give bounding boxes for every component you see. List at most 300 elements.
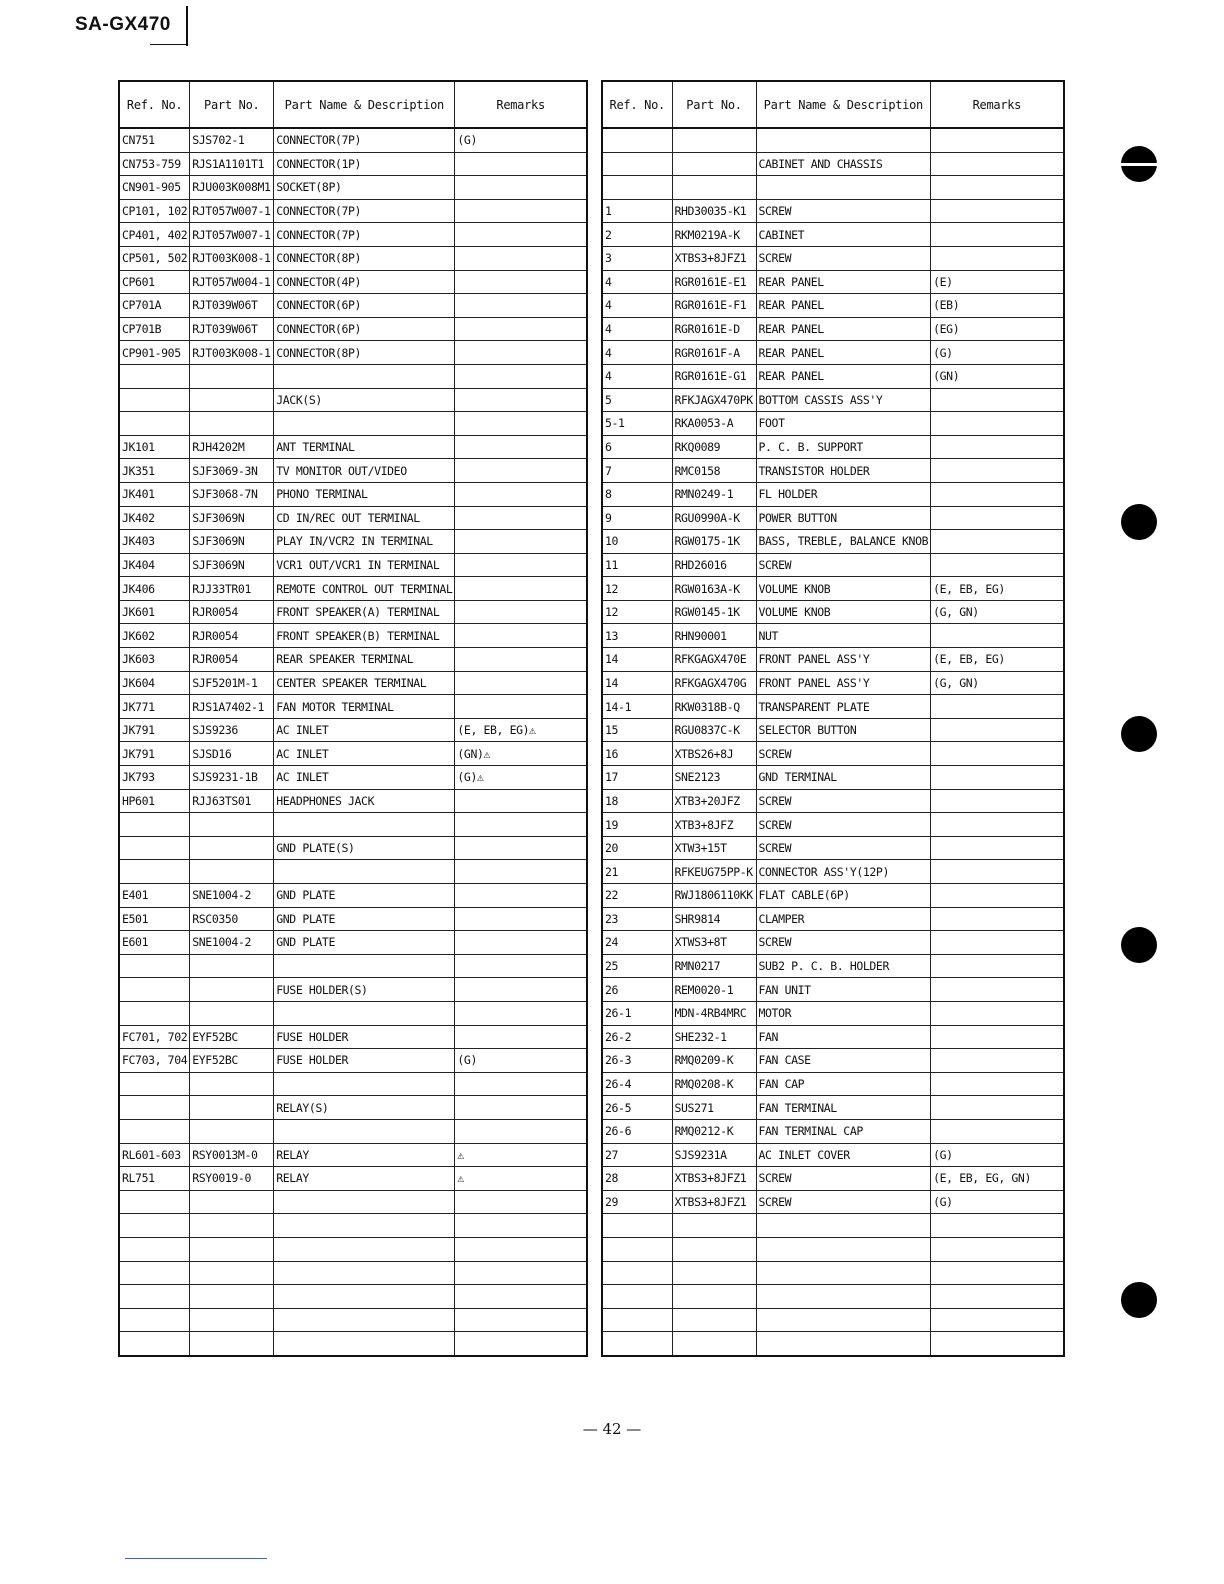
header-part-name: Part Name & Description	[274, 81, 455, 128]
remarks-cell	[931, 978, 1064, 1002]
table-row	[602, 577, 1064, 601]
part-no-cell: RJS1A1101T1	[190, 152, 274, 176]
table-row	[602, 294, 1064, 318]
remarks-cell	[931, 766, 1064, 790]
remarks-cell	[931, 1001, 1064, 1025]
part-name-cell: GND PLATE(S)	[274, 836, 455, 860]
remarks-cell	[931, 931, 1064, 955]
remarks-cell	[455, 1001, 587, 1025]
table-row	[602, 907, 1064, 931]
table-row	[602, 718, 1064, 742]
remarks-cell: (E, EB, EG, GN)	[931, 1167, 1064, 1191]
part-no-cell: RFKGAGX470G	[672, 671, 756, 695]
table-row	[119, 860, 587, 884]
table-row	[602, 317, 1064, 341]
part-no-cell: SJF3068-7N	[190, 482, 274, 506]
remarks-cell	[931, 1261, 1064, 1285]
ref-no-cell	[119, 1119, 190, 1143]
ref-no-cell: 4	[602, 294, 672, 318]
part-name-cell: FUSE HOLDER	[274, 1025, 455, 1049]
part-name-cell: SOCKET(8P)	[274, 176, 455, 200]
part-name-cell: CONNECTOR ASS'Y(12P)	[756, 860, 931, 884]
part-no-cell: RKA0053-A	[672, 412, 756, 436]
part-name-cell	[274, 1237, 455, 1261]
ref-no-cell: 1	[602, 199, 672, 223]
part-no-cell	[672, 1285, 756, 1309]
remarks-cell	[931, 506, 1064, 530]
remarks-cell	[455, 954, 587, 978]
part-name-cell: SUB2 P. C. B. HOLDER	[756, 954, 931, 978]
part-name-cell: GND PLATE	[274, 907, 455, 931]
header-part-name: Part Name & Description	[756, 81, 931, 128]
table-header-row	[119, 81, 587, 128]
part-no-cell: RGR0161E-F1	[672, 294, 756, 318]
remarks-cell	[455, 1308, 587, 1332]
remarks-cell	[455, 341, 587, 365]
ref-no-cell: JK402	[119, 506, 190, 530]
table-row	[119, 1167, 587, 1191]
table-row	[119, 176, 587, 200]
ref-no-cell: 26	[602, 978, 672, 1002]
part-name-cell	[274, 1001, 455, 1025]
remarks-cell	[455, 223, 587, 247]
ref-no-cell: 28	[602, 1167, 672, 1191]
ref-no-cell: 14	[602, 671, 672, 695]
header-divider	[186, 6, 188, 46]
table-row	[119, 530, 587, 554]
remarks-cell	[455, 199, 587, 223]
ref-no-cell: 26-6	[602, 1119, 672, 1143]
part-no-cell: SJS9231A	[672, 1143, 756, 1167]
part-no-cell	[190, 1237, 274, 1261]
ref-no-cell: 26-1	[602, 1001, 672, 1025]
table-row	[119, 199, 587, 223]
remarks-cell	[455, 176, 587, 200]
part-name-cell	[274, 860, 455, 884]
ref-no-cell: 7	[602, 459, 672, 483]
table-row	[119, 884, 587, 908]
remarks-cell: (G, GN)	[931, 600, 1064, 624]
remarks-cell	[455, 931, 587, 955]
part-name-cell: JACK(S)	[274, 388, 455, 412]
ref-no-cell: CP101, 102	[119, 199, 190, 223]
part-no-cell: RKQ0089	[672, 435, 756, 459]
ref-no-cell	[602, 1237, 672, 1261]
part-no-cell	[672, 1332, 756, 1356]
ref-no-cell: E601	[119, 931, 190, 955]
remarks-cell	[931, 412, 1064, 436]
ref-no-cell: 18	[602, 789, 672, 813]
part-name-cell: RELAY(S)	[274, 1096, 455, 1120]
ref-no-cell: 27	[602, 1143, 672, 1167]
table-row	[602, 671, 1064, 695]
table-row	[602, 1308, 1064, 1332]
part-name-cell: REAR PANEL	[756, 341, 931, 365]
remarks-cell	[931, 789, 1064, 813]
part-name-cell: FAN TERMINAL CAP	[756, 1119, 931, 1143]
ref-no-cell: E401	[119, 884, 190, 908]
ref-no-cell	[602, 152, 672, 176]
table-row	[602, 1143, 1064, 1167]
table-row	[119, 789, 587, 813]
ref-no-cell	[119, 412, 190, 436]
part-name-cell: SELECTOR BUTTON	[756, 718, 931, 742]
remarks-cell: (G)	[931, 341, 1064, 365]
part-no-cell: SJF3069N	[190, 553, 274, 577]
part-no-cell: RWJ1806110KK	[672, 884, 756, 908]
table-row	[602, 1049, 1064, 1073]
remarks-cell	[931, 152, 1064, 176]
ref-no-cell: 11	[602, 553, 672, 577]
part-name-cell	[274, 1190, 455, 1214]
ref-no-cell: 4	[602, 317, 672, 341]
part-no-cell: RFKJAGX470PK	[672, 388, 756, 412]
remarks-cell: ⚠	[455, 1167, 587, 1191]
remarks-cell: (E, EB, EG)	[931, 648, 1064, 672]
part-name-cell: SCREW	[756, 931, 931, 955]
part-no-cell: RJR0054	[190, 624, 274, 648]
part-name-cell: FRONT SPEAKER(B) TERMINAL	[274, 624, 455, 648]
part-no-cell: RGR0161E-E1	[672, 270, 756, 294]
part-no-cell: RHD30035-K1	[672, 199, 756, 223]
remarks-cell	[931, 1285, 1064, 1309]
table-row	[602, 884, 1064, 908]
part-name-cell: TV MONITOR OUT/VIDEO	[274, 459, 455, 483]
remarks-cell	[931, 624, 1064, 648]
part-no-cell	[672, 176, 756, 200]
ref-no-cell	[119, 1072, 190, 1096]
part-name-cell: CABINET	[756, 223, 931, 247]
table-row	[119, 1025, 587, 1049]
remarks-cell	[455, 600, 587, 624]
part-no-cell: RGU0837C-K	[672, 718, 756, 742]
part-no-cell: RMQ0208-K	[672, 1072, 756, 1096]
part-name-cell	[756, 1332, 931, 1356]
part-no-cell	[672, 128, 756, 152]
part-no-cell: RKW0318B-Q	[672, 695, 756, 719]
remarks-cell	[455, 978, 587, 1002]
parts-table-right	[601, 80, 1065, 1357]
part-no-cell: RMQ0209-K	[672, 1049, 756, 1073]
part-name-cell: FAN CASE	[756, 1049, 931, 1073]
table-row	[119, 364, 587, 388]
part-no-cell: XTBS3+8JFZ1	[672, 1167, 756, 1191]
remarks-cell	[931, 954, 1064, 978]
remarks-cell	[455, 884, 587, 908]
remarks-cell	[455, 1025, 587, 1049]
table-row	[602, 176, 1064, 200]
ref-no-cell	[119, 836, 190, 860]
table-row	[602, 364, 1064, 388]
part-no-cell	[190, 1119, 274, 1143]
ref-no-cell	[119, 364, 190, 388]
remarks-cell	[455, 459, 587, 483]
remarks-cell	[455, 836, 587, 860]
binder-hole-mark	[1121, 1282, 1157, 1318]
table-row	[119, 388, 587, 412]
part-no-cell: MDN-4RB4MRC	[672, 1001, 756, 1025]
remarks-cell	[931, 388, 1064, 412]
ref-no-cell	[119, 1285, 190, 1309]
binder-hole-mark	[1121, 716, 1157, 752]
table-row	[602, 1167, 1064, 1191]
part-name-cell: RELAY	[274, 1167, 455, 1191]
ref-no-cell: 4	[602, 364, 672, 388]
part-name-cell	[756, 1237, 931, 1261]
part-no-cell: EYF52BC	[190, 1049, 274, 1073]
remarks-cell	[455, 364, 587, 388]
ref-no-cell: 4	[602, 270, 672, 294]
part-name-cell	[274, 412, 455, 436]
part-no-cell: RJT039W06T	[190, 294, 274, 318]
ref-no-cell	[602, 1214, 672, 1238]
table-row	[119, 671, 587, 695]
remarks-cell	[455, 435, 587, 459]
table-row	[602, 860, 1064, 884]
part-no-cell: RGW0163A-K	[672, 577, 756, 601]
ref-no-cell: 22	[602, 884, 672, 908]
part-name-cell: AC INLET	[274, 742, 455, 766]
ref-no-cell: RL601-603	[119, 1143, 190, 1167]
binder-hole-mark	[1121, 504, 1157, 540]
part-no-cell: SJF3069N	[190, 506, 274, 530]
part-no-cell: SUS271	[672, 1096, 756, 1120]
part-no-cell: RJT057W007-1	[190, 223, 274, 247]
part-name-cell	[274, 954, 455, 978]
binder-hole-mark	[1121, 927, 1157, 963]
part-name-cell	[756, 1285, 931, 1309]
part-no-cell: RMN0249-1	[672, 482, 756, 506]
ref-no-cell	[119, 1190, 190, 1214]
part-no-cell	[190, 1190, 274, 1214]
part-no-cell: RJT003K008-1	[190, 341, 274, 365]
remarks-cell: (G)⚠	[455, 766, 587, 790]
remarks-cell	[455, 813, 587, 837]
part-no-cell: RKM0219A-K	[672, 223, 756, 247]
remarks-cell	[455, 412, 587, 436]
remarks-cell	[455, 317, 587, 341]
table-row	[119, 152, 587, 176]
ref-no-cell: 23	[602, 907, 672, 931]
table-row	[602, 931, 1064, 955]
part-no-cell	[190, 1072, 274, 1096]
remarks-cell	[931, 435, 1064, 459]
ref-no-cell: JK101	[119, 435, 190, 459]
header-part-no: Part No.	[190, 81, 274, 128]
part-name-cell: GND PLATE	[274, 931, 455, 955]
table-row	[119, 624, 587, 648]
table-row	[602, 978, 1064, 1002]
part-name-cell: REAR PANEL	[756, 294, 931, 318]
ref-no-cell: CP401, 402	[119, 223, 190, 247]
remarks-cell	[455, 1261, 587, 1285]
part-no-cell: RGR0161E-D	[672, 317, 756, 341]
ref-no-cell	[119, 1261, 190, 1285]
part-name-cell: SCREW	[756, 813, 931, 837]
remarks-cell	[931, 530, 1064, 554]
part-no-cell	[190, 1096, 274, 1120]
part-no-cell	[672, 1214, 756, 1238]
ref-no-cell: 14-1	[602, 695, 672, 719]
ref-no-cell: 6	[602, 435, 672, 459]
part-no-cell: RGU0990A-K	[672, 506, 756, 530]
table-row	[119, 506, 587, 530]
part-name-cell: CONNECTOR(4P)	[274, 270, 455, 294]
remarks-cell	[455, 553, 587, 577]
part-no-cell: RJH4202M	[190, 435, 274, 459]
ref-no-cell: 14	[602, 648, 672, 672]
ref-no-cell	[119, 860, 190, 884]
part-name-cell: CONNECTOR(7P)	[274, 128, 455, 152]
part-name-cell: BASS, TREBLE, BALANCE KNOB	[756, 530, 931, 554]
part-no-cell	[190, 836, 274, 860]
part-no-cell: SJF3069N	[190, 530, 274, 554]
remarks-cell	[455, 907, 587, 931]
table-row	[119, 317, 587, 341]
part-name-cell	[274, 1308, 455, 1332]
remarks-cell	[931, 128, 1064, 152]
ref-no-cell: CP701A	[119, 294, 190, 318]
table-row	[119, 1332, 587, 1356]
table-row	[119, 954, 587, 978]
part-name-cell: FAN CAP	[756, 1072, 931, 1096]
table-row	[119, 1237, 587, 1261]
remarks-cell	[455, 270, 587, 294]
ref-no-cell: 16	[602, 742, 672, 766]
part-name-cell: VCR1 OUT/VCR1 IN TERMINAL	[274, 553, 455, 577]
table-row	[602, 742, 1064, 766]
part-no-cell: RSY0013M-0	[190, 1143, 274, 1167]
part-name-cell: FAN	[756, 1025, 931, 1049]
ref-no-cell: 12	[602, 600, 672, 624]
ref-no-cell: FC701, 702	[119, 1025, 190, 1049]
remarks-cell: (G)	[931, 1143, 1064, 1167]
part-name-cell: POWER BUTTON	[756, 506, 931, 530]
header-remarks: Remarks	[931, 81, 1064, 128]
remarks-cell	[931, 223, 1064, 247]
part-no-cell: RFKEUG75PP-K	[672, 860, 756, 884]
table-row	[602, 624, 1064, 648]
part-no-cell	[190, 1214, 274, 1238]
ref-no-cell: FC703, 704	[119, 1049, 190, 1073]
part-name-cell: REAR PANEL	[756, 317, 931, 341]
part-name-cell: RELAY	[274, 1143, 455, 1167]
ref-no-cell: 3	[602, 246, 672, 270]
ref-no-cell: 15	[602, 718, 672, 742]
table-row	[119, 223, 587, 247]
part-name-cell: GND TERMINAL	[756, 766, 931, 790]
part-no-cell: SJSD16	[190, 742, 274, 766]
table-row	[602, 1096, 1064, 1120]
part-no-cell: RGR0161F-A	[672, 341, 756, 365]
remarks-cell	[931, 836, 1064, 860]
ref-no-cell	[119, 1332, 190, 1356]
part-no-cell: XTBS26+8J	[672, 742, 756, 766]
table-row	[602, 506, 1064, 530]
part-name-cell: AC INLET COVER	[756, 1143, 931, 1167]
remarks-cell: (EG)	[931, 317, 1064, 341]
table-row	[119, 1261, 587, 1285]
part-no-cell: RJS1A7402-1	[190, 695, 274, 719]
table-row	[119, 412, 587, 436]
ref-no-cell: CN901-905	[119, 176, 190, 200]
part-name-cell: CD IN/REC OUT TERMINAL	[274, 506, 455, 530]
ref-no-cell	[602, 128, 672, 152]
ref-no-cell: E501	[119, 907, 190, 931]
table-row	[602, 388, 1064, 412]
part-name-cell	[274, 1261, 455, 1285]
part-name-cell: CLAMPER	[756, 907, 931, 931]
part-no-cell: EYF52BC	[190, 1025, 274, 1049]
ref-no-cell	[119, 1237, 190, 1261]
remarks-cell	[931, 860, 1064, 884]
remarks-cell	[931, 1214, 1064, 1238]
part-no-cell: RJU003K008M1	[190, 176, 274, 200]
table-row	[602, 1261, 1064, 1285]
ref-no-cell: JK793	[119, 766, 190, 790]
table-row	[119, 459, 587, 483]
header-ref-no: Ref. No.	[119, 81, 190, 128]
part-no-cell: SJS9236	[190, 718, 274, 742]
ref-no-cell: 8	[602, 482, 672, 506]
ref-no-cell: JK406	[119, 577, 190, 601]
part-name-cell	[756, 1261, 931, 1285]
part-no-cell: SNE1004-2	[190, 931, 274, 955]
part-name-cell: AC INLET	[274, 718, 455, 742]
table-row	[119, 718, 587, 742]
part-no-cell: REM0020-1	[672, 978, 756, 1002]
table-row	[602, 1119, 1064, 1143]
remarks-cell	[455, 152, 587, 176]
ref-no-cell: JK404	[119, 553, 190, 577]
table-row	[602, 482, 1064, 506]
part-name-cell: FL HOLDER	[756, 482, 931, 506]
part-no-cell: SJF3069-3N	[190, 459, 274, 483]
part-no-cell: SJF5201M-1	[190, 671, 274, 695]
part-no-cell	[190, 1332, 274, 1356]
header-underline	[150, 44, 186, 45]
part-no-cell: RMQ0212-K	[672, 1119, 756, 1143]
remarks-cell	[455, 1096, 587, 1120]
header-ref-no: Ref. No.	[602, 81, 672, 128]
part-name-cell: FRONT PANEL ASS'Y	[756, 648, 931, 672]
part-no-cell: RGW0175-1K	[672, 530, 756, 554]
remarks-cell	[931, 884, 1064, 908]
ref-no-cell: JK351	[119, 459, 190, 483]
part-name-cell: CONNECTOR(8P)	[274, 341, 455, 365]
part-name-cell: SCREW	[756, 836, 931, 860]
remarks-cell	[931, 482, 1064, 506]
part-no-cell	[190, 1285, 274, 1309]
remarks-cell	[931, 695, 1064, 719]
remarks-cell: ⚠	[455, 1143, 587, 1167]
ref-no-cell: 2	[602, 223, 672, 247]
part-no-cell: XTB3+20JFZ	[672, 789, 756, 813]
part-name-cell	[274, 1119, 455, 1143]
table-row	[119, 931, 587, 955]
table-row	[119, 695, 587, 719]
remarks-cell	[455, 648, 587, 672]
part-name-cell: VOLUME KNOB	[756, 600, 931, 624]
remarks-cell	[931, 813, 1064, 837]
part-no-cell: XTWS3+8T	[672, 931, 756, 955]
remarks-cell	[455, 789, 587, 813]
table-row	[602, 530, 1064, 554]
table-row	[602, 199, 1064, 223]
table-row	[602, 435, 1064, 459]
remarks-cell	[455, 1119, 587, 1143]
part-name-cell	[274, 1285, 455, 1309]
